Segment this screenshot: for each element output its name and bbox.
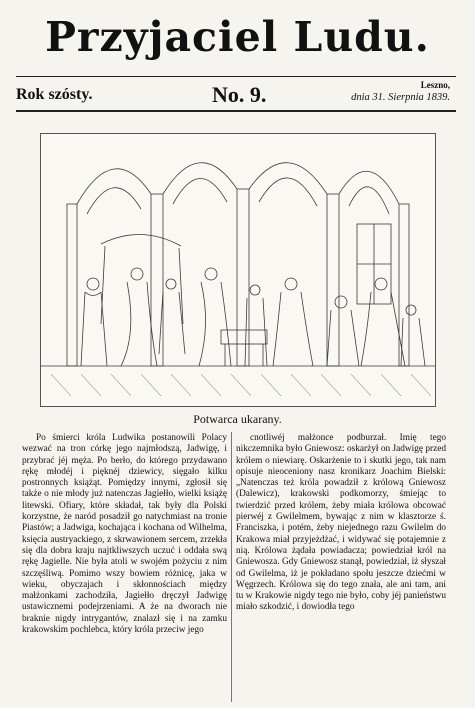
- article-column-right: [236, 433, 446, 708]
- issue-info-row: [16, 80, 456, 108]
- masthead-title: Przyjaciel Ludu.: [45, 13, 430, 61]
- engraving-illustration: [40, 133, 436, 407]
- issue-number: No. 9.: [212, 82, 267, 107]
- issue-place: Leszno,: [420, 80, 450, 90]
- illustration-caption: Potwarca ukarany.: [193, 412, 282, 426]
- article-column-left: [22, 433, 227, 708]
- article-text-right: cnotliwéj małżonce podburzał. Imię tego nikczemnika było Gniewosz: oskarżył on Jadwigę przed królem o niewiarę. Oskarżenie to i skutki jego, tak nam opisuje nieoceniony nasz kronikarz Joachim Bielski: „Natenczas też króla powadził z królową Gniewosz (Dalewicz), krakowski podkomorzy, śmiejąc to twierdzić przed królem, żeby miała królowa obcować pierwéj z Gwilelmem, bywając z nim w klasztorze ś. Franciszka, i potém, żeby niejednego razu Gwilelm do Krakowa miał przyjeżdżać, i widywać się potajemnie z nią. Królowa żądała powiadacza; powiedział król na Gniewosza. Gdy Gniewosz stanął, powiedział, iż słyszał od Gwilelma, iż je pokładano społu jeszcze dziećmi w Węgrzech. Królowa się do tego znała, ale ani tam, ani tu w Krakowie nigdy tego nie było, coby jéj panieństwu miało szkodzić, i dowiodła tego: [236, 433, 446, 613]
- column-divider: [231, 432, 232, 702]
- issue-year: Rok szósty.: [16, 86, 93, 103]
- issue-date: dnia 31. Sierpnia 1839.: [351, 92, 450, 103]
- article-text-left: Po śmierci króla Ludwika postanowili Polacy wezwać na tron córkę jego najmłodszą, Jadwigę, i przybrać jéj męża. Po berło, do którego przydawano rękę młodéj i pięknéj dziewicy, sięgało kilku postronnych książąt. Pomiędzy innymi, zgłosił się także o nie młody już natenczas Jagiełło, wielki książę litewski. Ofiary, które składał, tak były dla Polski korzystne, że naród posadził go natychmiast na tronie Piastów; a Jadwiga, kochająca i kochana od Wilhelma, księcia austryackiego, z skrwawionem sercem, zrzekła się dla dobra kraju najtkliwszych uczuć i oddała swą rękę Jagielle. Nie była atoli w swojém pożyciu z nim szczęśliwą. Pomimo wszy bowiem różnicę, jaka w wieku, obyczajach i skłonnościach między małżonkami zachodziła, Jagiełło dręczył Jadwigę ustawicznemi podejrzeniami. A że na dworach nie braknie nigdy intrygantów, znalazł się i na zamku krakowskim pochlebca, który króla przeciw jego: [22, 433, 227, 636]
- engraving-drawing: [41, 134, 435, 406]
- masthead-rule-top: [16, 76, 456, 77]
- masthead-rule-bottom: [16, 110, 456, 112]
